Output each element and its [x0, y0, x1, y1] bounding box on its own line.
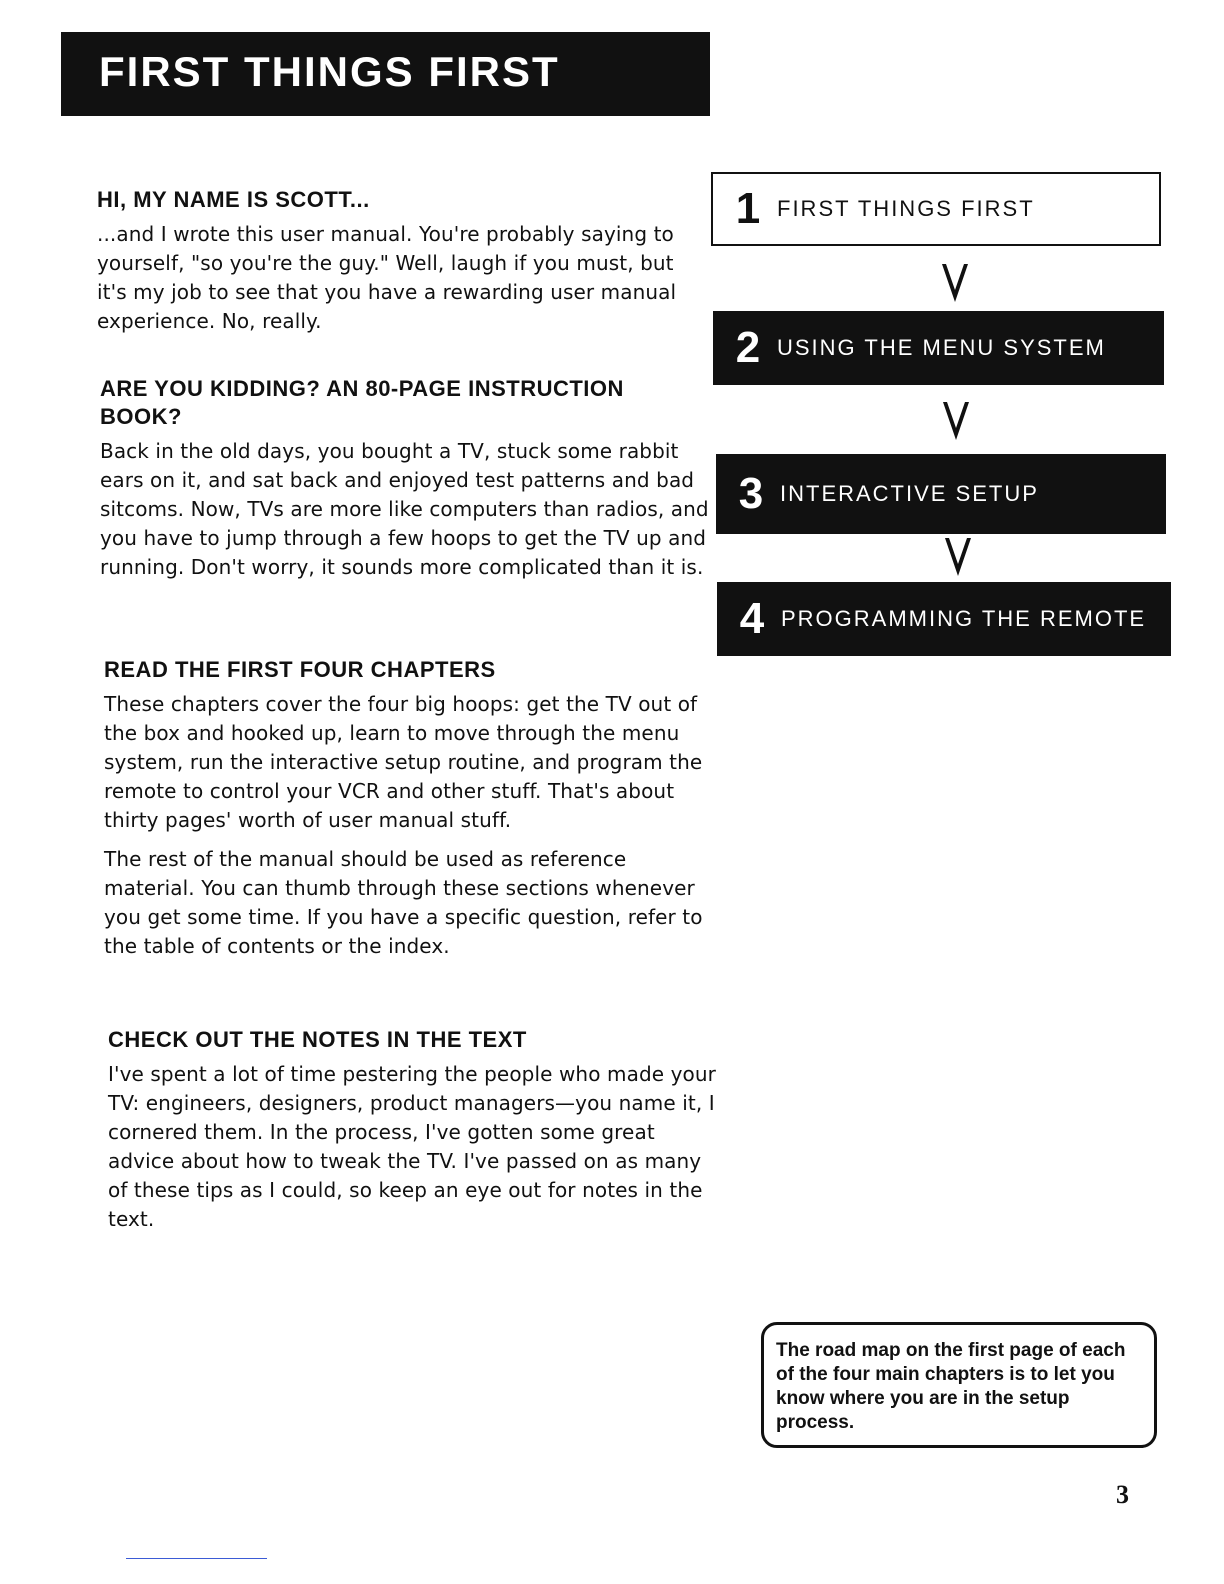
- section-paragraph: I've spent a lot of time pestering the people who made your TV: engineers, designers, product managers—you name it, I cornered them. In the process, I've gotten some great advice about how to tweak the TV. I've passed on as many of these tips as I could, so keep an eye out for notes in the text.: [108, 1062, 716, 1231]
- roadmap-step-label: INTERACTIVE SETUP: [780, 481, 1039, 506]
- roadmap-arrow-down-icon: [940, 260, 970, 306]
- section-heading: ARE YOU KIDDING? AN 80-PAGE INSTRUCTION BOOK?: [100, 376, 624, 429]
- chapter-title: FIRST THINGS FIRST: [99, 48, 560, 95]
- section-paragraph: ...and I wrote this user manual. You're probably saying to yourself, "so you're the guy." Well, laugh if you must, but it's my job to see that you have a rewarding user manual experience. No, really.: [97, 222, 677, 333]
- roadmap-step-label: FIRST THINGS FIRST: [777, 196, 1035, 221]
- page-number: 3: [1116, 1480, 1129, 1509]
- roadmap-step-label: PROGRAMMING THE REMOTE: [781, 606, 1147, 631]
- section-paragraph: The rest of the manual should be used as reference material. You can thumb through these sections whenever you get some time. If you have a specific question, refer to the table of contents or the index.: [104, 847, 703, 958]
- section-paragraph: These chapters cover the four big hoops: get the TV out of the box and hooked up, learn to move through the menu system, run the interactive setup routine, and program the remote to control your VCR and other stuff. That's about thirty pages' worth of user manual stuff.: [104, 692, 703, 832]
- roadmap-arrow-down-icon: [941, 398, 971, 444]
- roadmap-step-number: 3: [738, 469, 764, 518]
- roadmap-step-number: 2: [735, 323, 761, 372]
- section-heading: HI, MY NAME IS SCOTT...: [97, 187, 370, 212]
- roadmap-step-1: [711, 172, 1161, 246]
- section-notes-in-text: [108, 1026, 718, 1244]
- section-intro: [97, 186, 707, 346]
- section-heading: CHECK OUT THE NOTES IN THE TEXT: [108, 1027, 527, 1052]
- chapter-banner: [61, 32, 710, 116]
- note-box: [761, 1322, 1157, 1448]
- roadmap-step-label: USING THE MENU SYSTEM: [777, 335, 1106, 360]
- footer-rule: [126, 1558, 267, 1559]
- roadmap-step-3: [716, 454, 1166, 534]
- roadmap-step-number: 4: [739, 594, 765, 643]
- roadmap-step-2: [713, 311, 1164, 385]
- roadmap-step-number: 1: [735, 184, 761, 233]
- section-instruction-book: [100, 375, 710, 592]
- section-paragraph: Back in the old days, you bought a TV, stuck some rabbit ears on it, and sat back and enjoyed test patterns and bad sitcoms. Now, TVs are more like computers than radios, and you have to jump through a few hoops to get the TV up and running. Don't worry, it sounds more complicated than it is.: [100, 439, 709, 579]
- section-first-four-chapters: [104, 656, 714, 971]
- roadmap-step-4: [717, 582, 1171, 656]
- note-text: The road map on the first page of each of the four main chapters is to let you know where you are in the setup process.: [776, 1340, 1126, 1433]
- roadmap-arrow-down-icon: [943, 534, 973, 580]
- section-heading: READ THE FIRST FOUR CHAPTERS: [104, 657, 496, 682]
